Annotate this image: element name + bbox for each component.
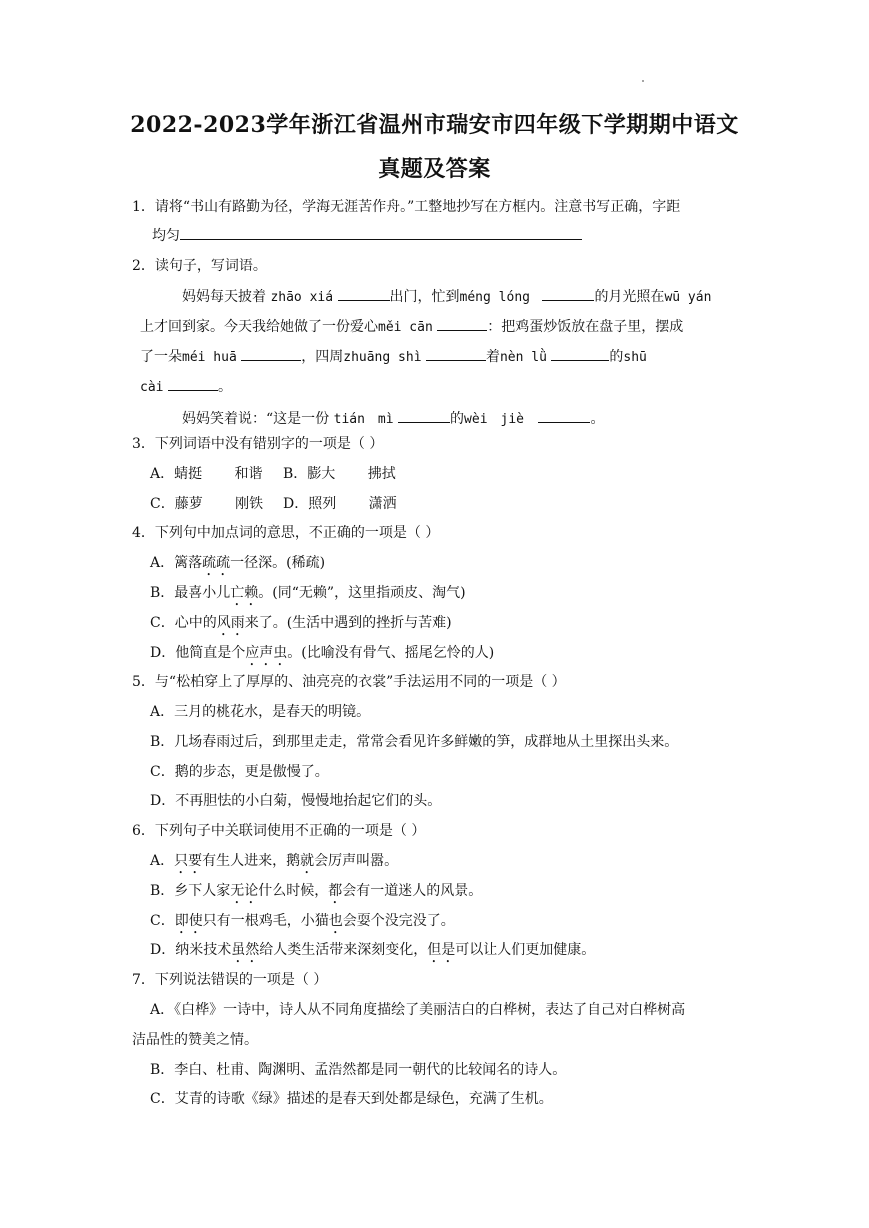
text: 什么时候，: [258, 883, 329, 899]
blank-meihua[interactable]: [241, 346, 301, 361]
q2-para-line4: [140, 376, 232, 398]
text: C．心中的: [150, 615, 217, 631]
pinyin-cai: cài: [140, 380, 164, 395]
text: C．: [150, 913, 175, 929]
q4-option-b: [150, 583, 466, 609]
q3-option-b: B．膨大 拂拭: [283, 466, 396, 482]
blank-nenlu[interactable]: [551, 346, 609, 361]
text: 来了。(生活中遇到的挫折与苦难): [244, 615, 452, 631]
q5-option-c: C．鹅的步态，更是傲慢了。: [150, 764, 329, 780]
q2-text: 出门，忙到: [389, 289, 460, 305]
q2-para-line2: [140, 316, 683, 338]
pinyin-zhaoxia: zhāo xiá: [270, 290, 334, 305]
q4-option-a: [150, 553, 325, 579]
q2-text: ：把鸡蛋炒饭放在盘子里，摆成: [487, 319, 684, 335]
q2-text: 。: [217, 379, 232, 395]
pinyin-nenlu: nèn lǜ: [499, 350, 547, 365]
q5-option-d: D．不再胆怯的小白菊，慢慢地抬起它们的头。: [150, 793, 442, 809]
pinyin-meican: měi cān: [378, 320, 433, 335]
q5-option-a: A．三月的桃花水，是春天的明镜。: [150, 704, 371, 720]
q3-option-a: A．蜻挺 和谐: [150, 466, 263, 482]
q2-para-line3: [140, 346, 647, 368]
text: A．篱落: [150, 555, 203, 571]
q6-option-a: [150, 851, 398, 877]
q2-text: ，四周: [301, 349, 344, 365]
q2-text: 妈妈每天披着: [182, 289, 266, 305]
blank-shucai[interactable]: [168, 376, 218, 391]
q3-option-c: C．藤萝 刚铁: [150, 496, 264, 512]
q7-option-c: C．艾青的诗歌《绿》描述的是春天到处都是绿色，充满了生机。: [150, 1091, 553, 1107]
q5-option-b: B．几场春雨过后，到那里走走，常常会看见许多鲜嫩的笋，成群地从土里探出头来。: [150, 734, 679, 750]
q4-stem: 4．下列句中加点词的意思，不正确的一项是（ ）: [132, 525, 440, 541]
q2-para-line5: [182, 408, 604, 430]
q3-option-d: D．照列 潇洒: [283, 496, 397, 512]
q3-stem: 3．下列词语中没有错别字的一项是（ ）: [132, 436, 384, 452]
text: 有生人进来，鹅: [202, 853, 301, 869]
q4-option-d: [150, 643, 494, 669]
page-mark: [642, 80, 644, 82]
text: 会有一道迷人的风景。: [342, 883, 483, 899]
dotted-word: 应声虫: [245, 645, 288, 661]
text: 会耍个没完没了。: [342, 913, 455, 929]
blank-menglong[interactable]: [542, 286, 594, 301]
text: 。(比喻没有骨气、摇尾乞怜的人): [287, 645, 495, 661]
dotted-word: 亡赖: [230, 585, 259, 601]
q1-answer-blank[interactable]: [180, 225, 582, 240]
dotted-word: 疏疏: [202, 555, 231, 571]
q6-option-b: [150, 881, 482, 907]
dotted-word: 就: [300, 853, 315, 869]
text: B．最喜小儿: [150, 585, 231, 601]
q7-option-a-line1: A．《白桦》一诗中，诗人从不同角度描绘了美丽洁白的白桦树，表达了自己对白桦树高: [150, 1002, 686, 1018]
pinyin-wuyan: wū yán: [664, 290, 712, 305]
q2-text: 。: [590, 411, 605, 427]
q2-text: 了一朵: [140, 349, 182, 365]
q2-stem: 2．读句子，写词语。: [132, 258, 267, 274]
text: 可以让人们更加健康。: [455, 942, 596, 958]
q1-line2-text: 均匀: [152, 228, 180, 244]
blank-tianmi[interactable]: [398, 408, 450, 423]
q2-text: 的: [609, 349, 624, 365]
dotted-word: 只要: [174, 853, 203, 869]
q2-text: 妈妈笑着说：“这是一份: [182, 411, 330, 427]
blank-zhaoxia[interactable]: [338, 286, 390, 301]
pinyin-tianmi: tián mì: [333, 412, 394, 427]
dotted-word: 即使: [174, 913, 203, 929]
pinyin-meihua: méi huā: [182, 350, 237, 365]
pinyin-zhuangshi: zhuāng shì: [343, 350, 422, 365]
q1-line1: 1．请将“书山有路勤为径，学海无涯苦作舟。”工整地抄写在方框内。注意书写正确，字距: [132, 199, 681, 215]
q6-stem: 6．下列句子中关联词使用不正确的一项是（ ）: [132, 823, 426, 839]
dotted-word: 也: [328, 913, 343, 929]
pinyin-shu: shū: [623, 350, 647, 365]
q2-para-line1: [182, 286, 711, 308]
dotted-word: 虽然: [231, 942, 260, 958]
doc-title-line2: 真题及答案: [378, 156, 491, 182]
pinyin-menglong: méng lóng: [459, 290, 530, 305]
doc-title-line1: 2022-2023学年浙江省温州市瑞安市四年级下学期期中语文: [130, 112, 739, 138]
dotted-word: 都: [328, 883, 343, 899]
q2-text: 着: [485, 349, 500, 365]
q7-stem: 7．下列说法错误的一项是（ ）: [132, 972, 328, 988]
blank-weijie[interactable]: [538, 408, 590, 423]
text: 只有一根鸡毛，小猫: [202, 913, 329, 929]
text: D．纳米技术: [150, 942, 232, 958]
text: 一径深。(稀疏): [230, 555, 326, 571]
text: B．乡下人家: [150, 883, 231, 899]
q4-option-c: [150, 613, 452, 639]
q6-option-d: [150, 940, 595, 966]
q7-option-b: B．李白、杜甫、陶渊明、孟浩然都是同一朝代的比较闻名的诗人。: [150, 1062, 567, 1078]
dotted-word: 无论: [230, 883, 259, 899]
q5-stem: 5．与“松柏穿上了厚厚的、油亮亮的衣裳”手法运用不同的一项是（ ）: [132, 674, 566, 690]
text: A．: [150, 853, 175, 869]
q1-line2: [152, 225, 582, 246]
q6-option-c: [150, 911, 455, 937]
q2-text: 的: [450, 411, 465, 427]
q7-option-a-line2: 洁品性的赞美之情。: [132, 1032, 258, 1048]
text: 给人类生活带来深刻变化，: [259, 942, 428, 958]
q2-text: 上才回到家。今天我给她做了一份爱心: [140, 319, 378, 335]
dotted-word: 但是: [427, 942, 456, 958]
text: D．他简直是个: [150, 645, 246, 661]
dotted-word: 风雨: [216, 615, 245, 631]
pinyin-weijie: wèi jiè: [464, 412, 525, 427]
blank-zhuangshi[interactable]: [426, 346, 486, 361]
text: 。(同“无赖”，这里指顽皮、淘气): [258, 585, 466, 601]
q2-text: 的月光照在: [594, 289, 665, 305]
blank-meican[interactable]: [437, 316, 487, 331]
text: 会厉声叫嚣。: [314, 853, 399, 869]
